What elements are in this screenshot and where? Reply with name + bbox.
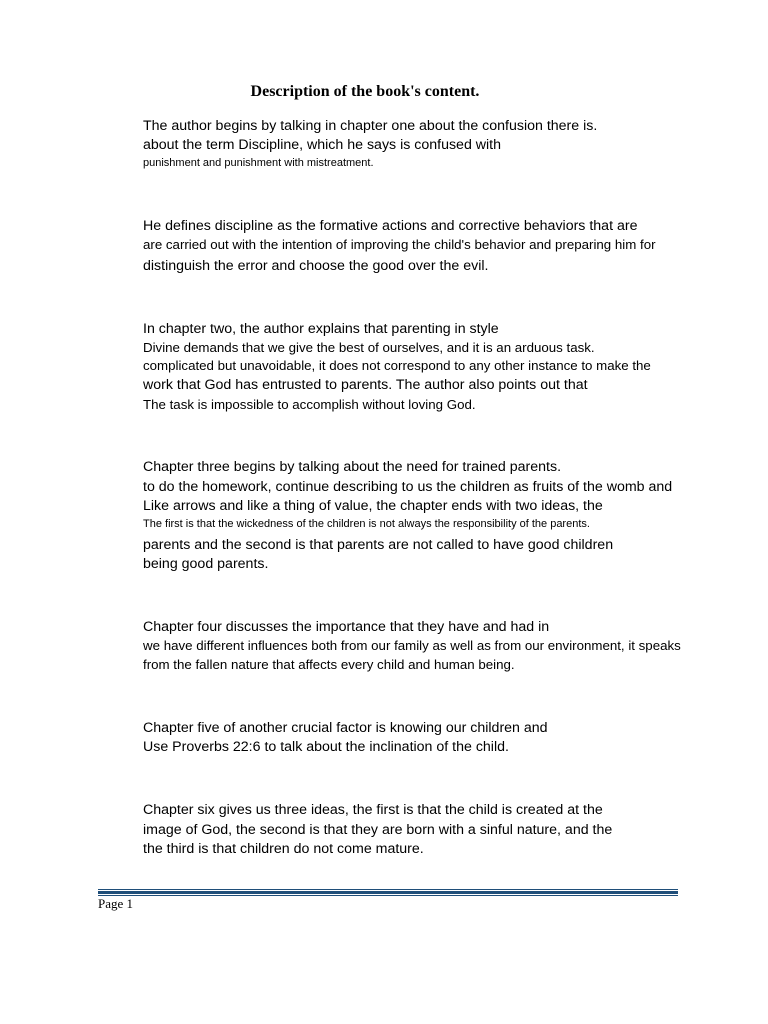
paragraph-line: Chapter five of another crucial factor is knowing our children and bbox=[143, 720, 548, 736]
page-number: Page 1 bbox=[98, 896, 134, 911]
paragraph-line: we have different influences both from our family as well as from our environment, it speaks bbox=[143, 638, 681, 653]
paragraph-line: about the term Discipline, which he says is confused with bbox=[143, 137, 502, 153]
footer-divider bbox=[98, 889, 678, 890]
paragraph-line: The author begins by talking in chapter one about the confusion there is. bbox=[143, 118, 598, 134]
paragraph-line: Chapter four discusses the importance that they have and had in bbox=[143, 619, 550, 635]
paragraph-line: Divine demands that we give the best of ourselves, and it is an arduous task. bbox=[143, 340, 595, 355]
paragraph-line: image of God, the second is that they are born with a sinful nature, and the bbox=[143, 822, 613, 838]
paragraph-line: distinguish the error and choose the good over the evil. bbox=[143, 258, 489, 274]
paragraph-line: Use Proverbs 22:6 to talk about the inclination of the child. bbox=[143, 739, 509, 755]
paragraph-line: complicated but unavoidable, it does not correspond to any other instance to make the bbox=[143, 358, 651, 373]
paragraph-line: Chapter six gives us three ideas, the first is that the child is created at the bbox=[143, 802, 603, 818]
paragraph-line: In chapter two, the author explains that parenting in style bbox=[143, 321, 499, 337]
paragraph-line: punishment and punishment with mistreatment. bbox=[143, 157, 374, 169]
footer-divider bbox=[98, 895, 678, 896]
page-title: Description of the book's content. bbox=[250, 83, 480, 100]
paragraph-line: are carried out with the intention of improving the child's behavior and preparing him for bbox=[143, 237, 656, 252]
paragraph-line: He defines discipline as the formative actions and corrective behaviors that are bbox=[143, 218, 638, 234]
paragraph-line: being good parents. bbox=[143, 556, 269, 572]
paragraph-line: work that God has entrusted to parents. The author also points out that bbox=[143, 377, 588, 393]
paragraph-line: to do the homework, continue describing to us the children as fruits of the womb and bbox=[143, 479, 673, 495]
paragraph-line: parents and the second is that parents are not called to have good children bbox=[143, 537, 614, 553]
paragraph-line: from the fallen nature that affects every child and human being. bbox=[143, 657, 515, 672]
paragraph-line: The first is that the wickedness of the children is not always the responsibility of the parents. bbox=[143, 518, 590, 530]
paragraph-line: the third is that children do not come mature. bbox=[143, 841, 424, 857]
footer-divider bbox=[98, 891, 678, 894]
paragraph-line: Chapter three begins by talking about the need for trained parents. bbox=[143, 459, 562, 475]
paragraph-line: Like arrows and like a thing of value, the chapter ends with two ideas, the bbox=[143, 498, 603, 514]
paragraph-line: The task is impossible to accomplish without loving God. bbox=[143, 397, 476, 412]
